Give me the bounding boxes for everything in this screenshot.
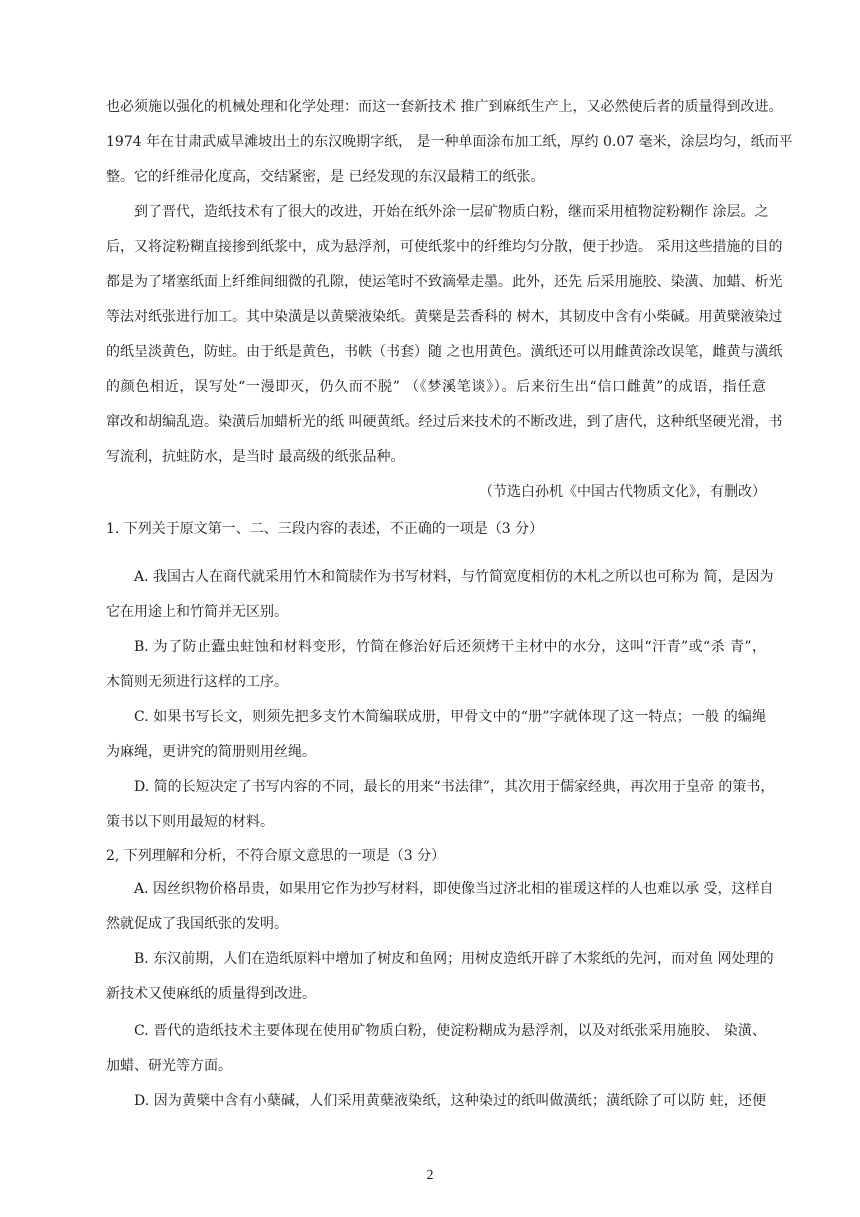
q1-option-b: B. 为了防止蠹虫蛀蚀和材料变形，竹简在修治好后还须烤干主材中的水分，这叫“汗青”或“杀 青”， [134,639,766,655]
q2-option-c: C. 晋代的造纸技术主要体现在使用矿物质白粉，使淀粉糊成为悬浮剂，以及对纸张采用施胶、 染潢、 [134,1023,766,1039]
q1-option-b-cont: 木简则无须进行这样的工序。 [106,674,288,690]
source-citation: （节选白孙机《中国古代物质文化》，有删改） [479,484,766,500]
q1-option-d: D. 简的长短决定了书写内容的不同，最长的用来“书法律”，其次用于儒家经典，再次用于皇帝 的策书， [134,779,775,795]
q2-option-d: D. 因为黄檗中含有小蘖碱，人们采用黄蘖液染纸，这种染过的纸叫做潢纸；潢纸除了可以防 蛀，还便 [134,1093,766,1109]
q2-option-c-cont: 加蜡、研光等方面。 [106,1058,232,1074]
text-line: 整。它的纤维帚化度高，交结紧密，是 已经发现的东汉最精工的纸张。 [106,169,545,185]
paragraph-start-line: 到了晋代，造纸技术有了很大的改进，开始在纸外涂一层矿物质白粉，继而采用植物淀粉糊作 涂层。之 [134,204,769,220]
q2-option-a: A. 因丝织物价格昂贵，如果用它作为抄写材料，即使像当过济北相的崔瑗这样的人也难以承 受，这样自 [134,881,774,897]
text-line: 后，又将淀粉糊直接掺到纸浆中，成为悬浮剂，可使纸浆中的纤维均匀分散，便于抄造。 采用这些措施的目的 [106,239,783,255]
question-2-stem: 2, 下列理解和分析，不符合原文意思的一项是（3 分） [106,848,446,864]
q1-option-c-cont: 为麻绳，更讲究的简册则用丝绳。 [106,744,316,760]
q1-option-c: C. 如果书写长文，则须先把多支竹木简编联成册，甲骨文中的“册”字就体现了这一特点；一般 的编绳 [134,709,766,725]
text-line: 等法对纸张进行加工。其中染潢是以黄檗液染纸。黄檗是芸香科的 树木，其韧皮中含有小柴碱。用黄檗液染过 [106,309,783,325]
text-line: 1974 年在甘肃武威旱滩坡出土的东汉晚期字纸， 是一种单面涂布加工纸，厚约 0.07 毫米，涂层均匀，纸而平 [106,134,793,150]
question-1-stem: 1. 下列关于原文第一、二、三段内容的表述，不正确的一项是（3 分） [106,521,544,537]
text-line: 写流利，抗蛀防水，是当时 最高级的纸张品种。 [106,449,405,465]
q2-option-b-cont: 新技术又使麻纸的质量得到改进。 [106,986,316,1002]
q2-option-b: B. 东汉前期，人们在造纸原料中增加了树皮和鱼网；用树皮造纸开辟了木浆纸的先河，而对鱼 网处理的 [134,951,774,967]
q2-option-a-cont: 然就促成了我国纸张的发明。 [106,916,288,932]
q1-option-d-cont: 策书以下则用最短的材料。 [106,814,274,830]
q1-option-a-cont: 它在用途上和竹简并无区别。 [106,604,288,620]
text-line: 也必须施以强化的机械处理和化学处理：而这一套新技术 推广到麻纸生产上，又必然使后者的质量得到改进。 [106,99,783,115]
text-line: 都是为了堵塞纸面上纤维间细微的孔隙，使运笔时不致滴晕走墨。此外，还先 后采用施胶、染潢、加蜡、析光 [106,274,783,290]
text-line: 的颜色相近，误写处“一漫即灭，仍久而不脱” （《梦溪笔谈》）。后来衍生出“信口雌黄”的成语，指任意 [106,379,766,395]
text-line: 窜改和胡编乱造。染潢后加蜡析光的纸 叫硬黄纸。经过后来技术的不断改进，到了唐代，这种纸坚硬光滑，书 [106,414,783,430]
page-number: 2 [426,1168,434,1183]
q1-option-a: A. 我国古人在商代就采用竹木和简牍作为书写材料，与竹简宽度相仿的木札之所以也可称为 简，是因为 [134,569,774,585]
text-line: 的纸呈淡黄色，防蛀。由于纸是黄色，书帙（书套）随 之也用黄色。潢纸还可以用雌黄涂改误笔，雌黄与潢纸 [106,344,783,360]
